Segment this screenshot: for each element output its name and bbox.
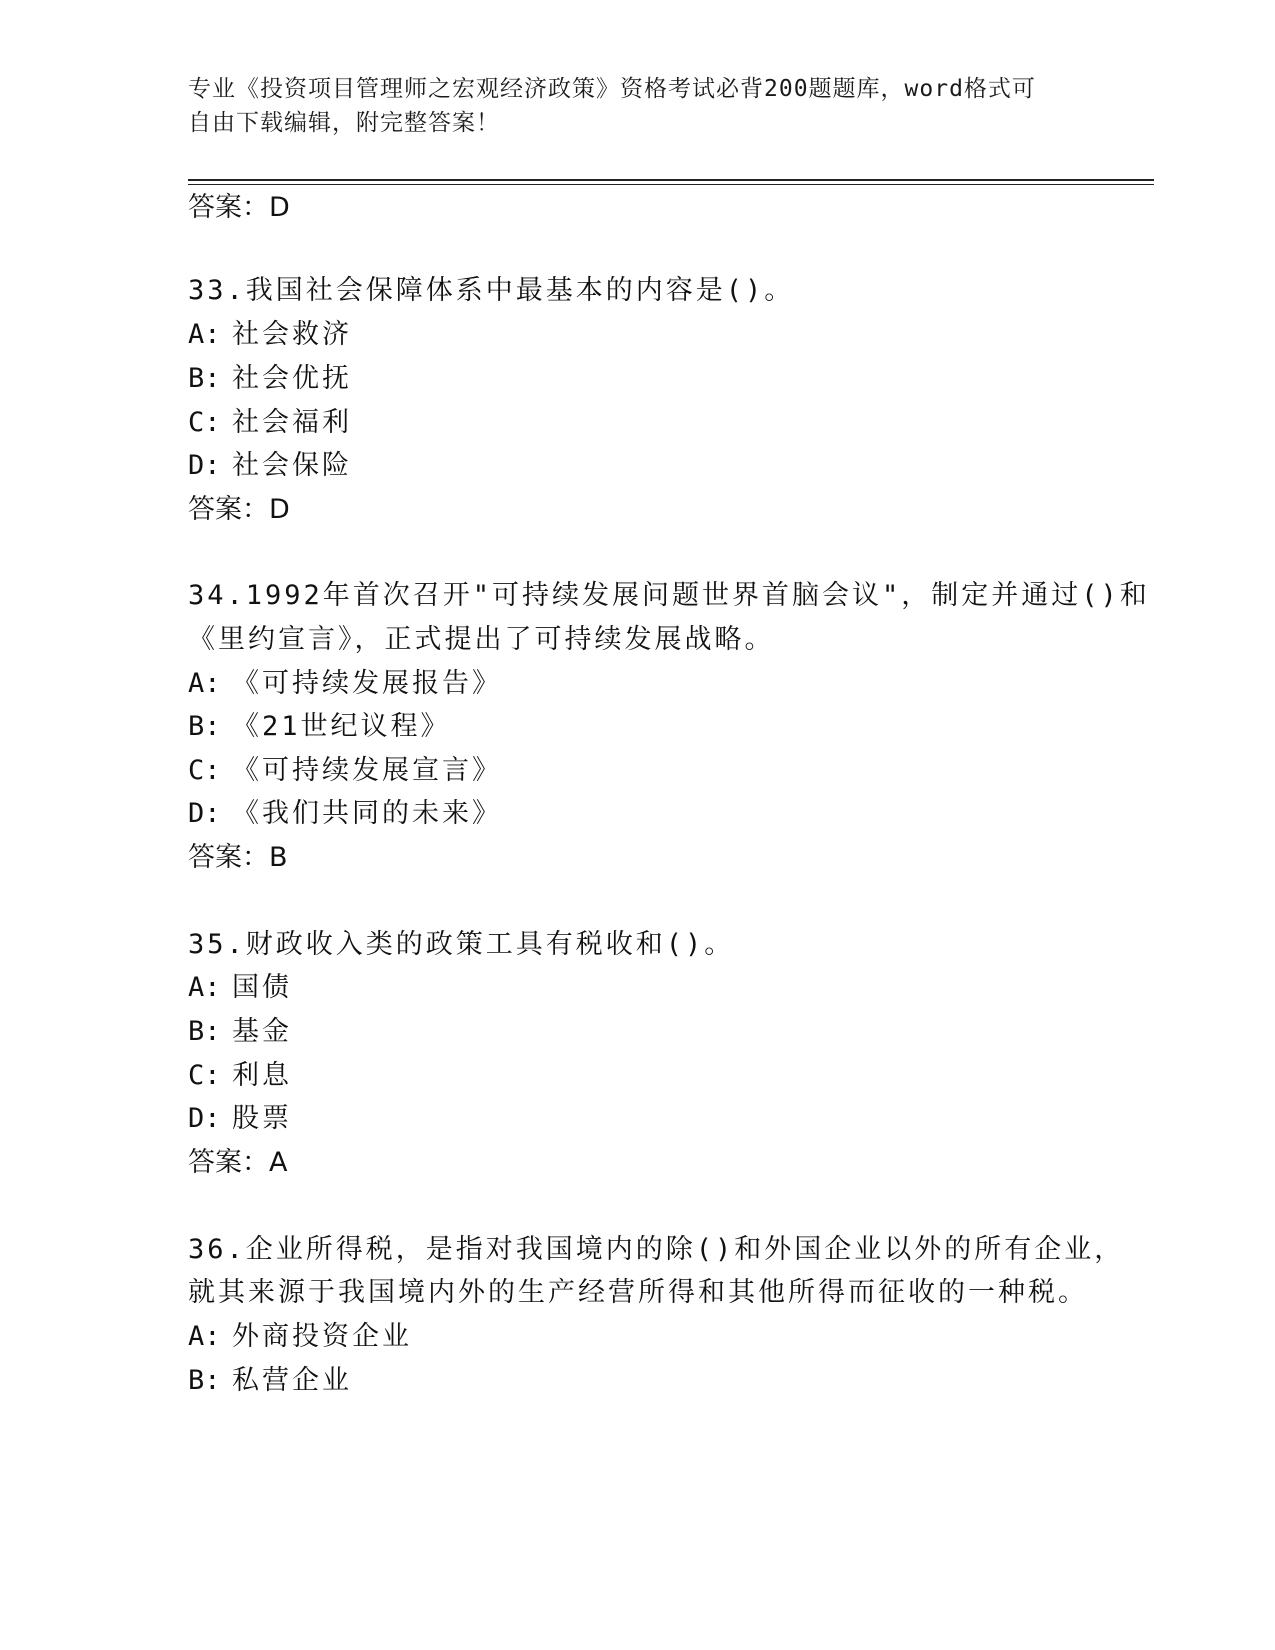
option-text: 外商投资企业 (232, 1321, 412, 1352)
option-letter: A: (188, 972, 221, 1003)
question-35-option-a (188, 970, 292, 1006)
question-34-option-c (188, 753, 502, 789)
option-letter: A: (188, 668, 221, 699)
option-text: 《可持续发展报告》 (232, 668, 502, 699)
question-33-option-c (188, 405, 352, 441)
question-35-option-b (188, 1014, 292, 1050)
question-34-option-a (188, 666, 502, 702)
option-letter: B: (188, 1365, 221, 1396)
option-letter: C: (188, 1060, 221, 1091)
header-divider-thin (188, 184, 1154, 185)
option-letter: B: (188, 711, 221, 742)
option-letter: A: (188, 1321, 221, 1352)
answer-label: 答案： (188, 494, 269, 525)
question-34-text-line-1: 34.1992年首次召开"可持续发展问题世界首脑会议"，制定并通过()和 (188, 580, 1150, 611)
question-34-text-line-2: 《里约宣言》，正式提出了可持续发展战略。 (188, 624, 775, 655)
answer-value: B (269, 842, 288, 873)
option-text: 私营企业 (232, 1365, 352, 1396)
option-text: 社会救济 (232, 319, 352, 350)
question-35-text: 35.财政收入类的政策工具有税收和()。 (188, 929, 735, 960)
option-text: 社会优抚 (232, 363, 352, 394)
answer-value: D (269, 494, 290, 525)
answer-label: 答案： (188, 1147, 269, 1178)
question-35-option-c (188, 1058, 292, 1094)
question-35-option-d (188, 1101, 292, 1137)
option-text: 《我们共同的未来》 (232, 798, 502, 829)
question-33-option-b (188, 361, 352, 397)
question-36-text-line-1: 36.企业所得税，是指对我国境内的除()和外国企业以外的所有企业， (188, 1234, 1125, 1265)
option-text: 基金 (232, 1016, 292, 1047)
option-text: 利息 (232, 1060, 292, 1091)
header-line-2: 自由下载编辑，附完整答案！ (188, 110, 500, 136)
header-divider (188, 179, 1154, 181)
question-36-option-a (188, 1319, 412, 1355)
option-text: 国债 (232, 972, 292, 1003)
header-line-1: 专业《投资项目管理师之宏观经济政策》资格考试必背200题题库，word格式可 (188, 76, 1036, 102)
question-33-answer (188, 492, 290, 528)
question-33-text: 33.我国社会保障体系中最基本的内容是()。 (188, 275, 795, 306)
answer-label: 答案： (188, 842, 269, 873)
option-letter: D: (188, 798, 221, 829)
answer-value: D (269, 192, 290, 223)
option-letter: B: (188, 363, 221, 394)
page-header (188, 72, 1088, 140)
option-letter: B: (188, 1016, 221, 1047)
option-letter: C: (188, 755, 221, 786)
answer-line (188, 190, 290, 226)
question-36-text-line-2: 就其来源于我国境内外的生产经营所得和其他所得而征收的一种税。 (188, 1277, 1088, 1308)
option-letter: A: (188, 319, 221, 350)
option-text: 《可持续发展宣言》 (232, 755, 502, 786)
answer-value: A (269, 1147, 288, 1178)
option-text: 股票 (232, 1103, 292, 1134)
option-text: 社会福利 (232, 407, 352, 438)
answer-label: 答案： (188, 192, 269, 223)
question-36-option-b (188, 1363, 352, 1399)
question-33-option-d (188, 448, 352, 484)
option-letter: C: (188, 407, 221, 438)
question-34-option-b (188, 709, 451, 745)
option-letter: D: (188, 1103, 221, 1134)
question-35-answer (188, 1145, 287, 1181)
question-34-answer (188, 840, 288, 876)
option-text: 《21世纪议程》 (232, 711, 451, 742)
option-text: 社会保险 (232, 450, 352, 481)
question-34-option-d (188, 796, 502, 832)
option-letter: D: (188, 450, 221, 481)
question-33-option-a (188, 317, 352, 353)
